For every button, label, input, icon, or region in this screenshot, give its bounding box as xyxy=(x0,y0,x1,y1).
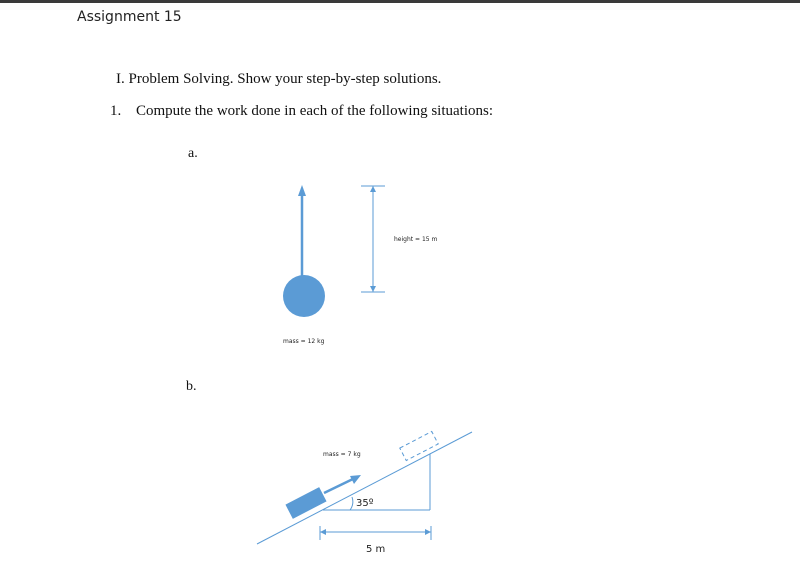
part-b-label: b. xyxy=(186,379,197,394)
diagram-b xyxy=(257,431,472,555)
distance-arrow-left xyxy=(320,529,326,535)
mass-label-b: mass = 7 kg xyxy=(323,451,361,458)
assignment-title: Assignment 15 xyxy=(77,9,182,25)
block-mass xyxy=(285,487,326,519)
distance-label: 5 m xyxy=(366,544,386,555)
ball-mass xyxy=(283,275,325,317)
question-text: Compute the work done in each of the following situations: xyxy=(136,103,494,119)
height-arrow-top xyxy=(370,186,376,192)
mass-label-a: mass = 12 kg xyxy=(283,338,325,345)
distance-arrow-right xyxy=(425,529,431,535)
pull-arrow-shaft xyxy=(324,478,355,493)
diagram-a xyxy=(283,185,438,345)
part-a-label: a. xyxy=(188,146,198,161)
angle-label: 35º xyxy=(356,498,374,509)
angle-arc xyxy=(350,497,353,510)
lift-arrow-head xyxy=(298,185,306,196)
incline-surface xyxy=(257,432,472,544)
height-label: height = 15 m xyxy=(394,236,438,243)
height-arrow-bottom xyxy=(370,286,376,292)
block-final-position xyxy=(400,431,438,460)
section-heading: I. Problem Solving. Show your step-by-step solutions. xyxy=(116,71,442,87)
question-number: 1. xyxy=(110,103,122,119)
